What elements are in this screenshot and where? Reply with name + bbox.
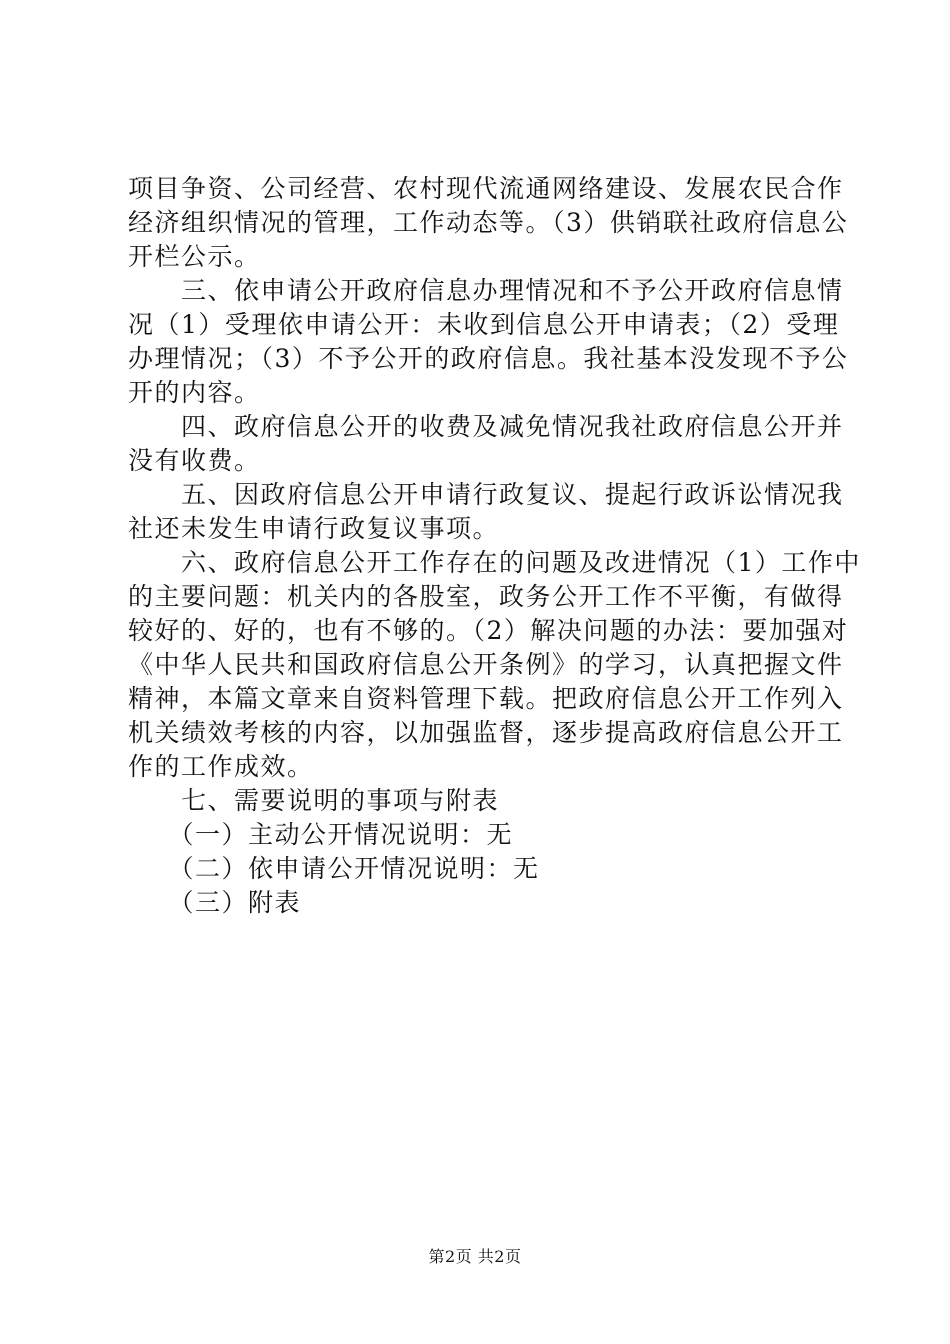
text-line: 的主要问题：机关内的各股室，政务公开工作不平衡，有做得	[128, 582, 844, 611]
text-line: 七、需要说明的事项与附表	[128, 786, 500, 815]
text-line: 项目争资、公司经营、农村现代流通网络建设、发展农民合作	[128, 174, 844, 203]
text-line: 社还未发生申请行政复议事项。	[128, 514, 500, 543]
text-line: 三、依申请公开政府信息办理情况和不予公开政府信息情	[128, 276, 844, 305]
text-line: 经济组织情况的管理，工作动态等。（3）供销联社政府信息公	[128, 208, 849, 237]
document-body	[128, 172, 861, 920]
text-line: （一）主动公开情况说明：无	[128, 820, 514, 849]
text-line: 开栏公示。	[128, 242, 261, 271]
text-line: 办理情况；（3）不予公开的政府信息。我社基本没发现不予公	[128, 344, 849, 373]
text-line: （二）依申请公开情况说明：无	[128, 854, 540, 883]
text-line: （三）附表	[128, 888, 302, 917]
text-line: 没有收费。	[128, 446, 261, 475]
text-line: 况（1）受理依申请公开：未收到信息公开申请表；（2）受理	[128, 310, 840, 339]
text-line: 四、政府信息公开的收费及减免情况我社政府信息公开并	[128, 412, 844, 441]
text-line: 作的工作成效。	[128, 752, 314, 781]
text-line: 精神，本篇文章来自资料管理下载。把政府信息公开工作列入	[128, 684, 844, 713]
text-line: 开的内容。	[128, 378, 261, 407]
text-line: 六、政府信息公开工作存在的问题及改进情况（1）工作中	[128, 548, 861, 577]
text-line: 机关绩效考核的内容，以加强监督，逐步提高政府信息公开工	[128, 718, 844, 747]
text-line: 较好的、好的，也有不够的。（2）解决问题的办法：要加强对	[128, 616, 849, 645]
page-footer: 第2页 共2页	[428, 1247, 522, 1266]
text-line: 五、因政府信息公开申请行政复议、提起行政诉讼情况我	[128, 480, 844, 509]
text-line: 《中华人民共和国政府信息公开条例》的学习，认真把握文件	[128, 650, 844, 679]
